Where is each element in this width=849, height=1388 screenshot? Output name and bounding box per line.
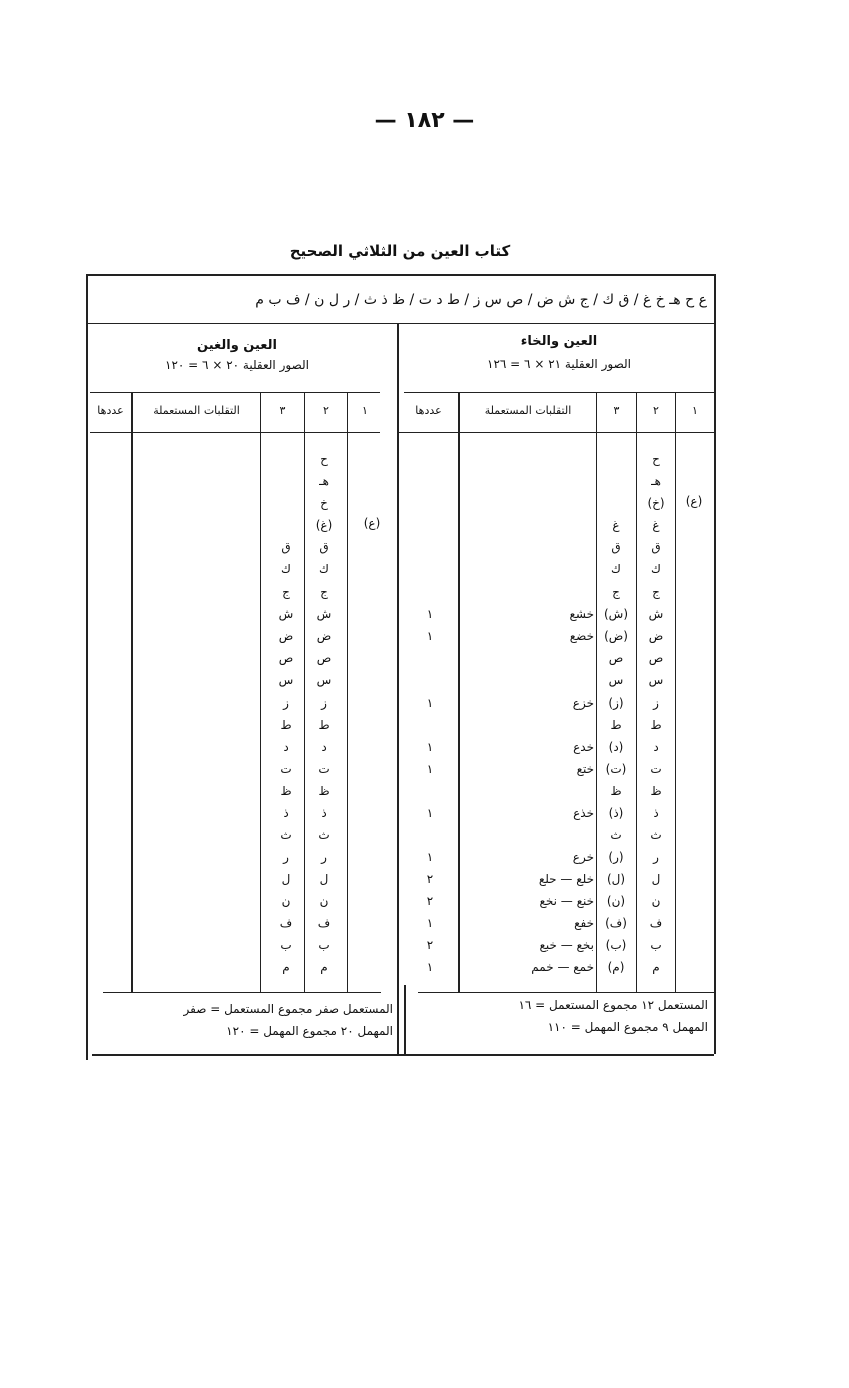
right-col2-letter: د (653, 740, 659, 754)
right-col2-letter: ر (653, 850, 659, 864)
left-col3-letter: ت (280, 762, 292, 776)
left-col2-letter: ش (316, 607, 332, 621)
left-col3-letter: ب (280, 938, 292, 952)
right-used-permutation: خلع — حلع (538, 872, 594, 886)
right-col2-letter: ق (651, 540, 661, 554)
right-header-used: التقلبات المستعملة (484, 404, 572, 417)
left-col2-letter: س (316, 673, 332, 687)
right-col3-letter: ث (610, 828, 622, 842)
right-count: ١ (426, 740, 434, 754)
right-col3-letter: (ب) (605, 938, 627, 952)
right-count: ١ (426, 607, 434, 621)
left-footer-used: المستعمل صفر مجموع المستعمل = صفر (183, 1002, 393, 1016)
right-col3-letter: س (608, 673, 624, 687)
left-header-col1: ١ (362, 404, 368, 417)
right-col2-letter: ب (650, 938, 662, 952)
letters-row: ع ح هـ خ غ / ق ك / ج ش ض / ص س ز / ط د ت / ظ ذ ث / ر ل ن / ف ب م (255, 292, 707, 308)
right-used-permutation: خذع (573, 806, 594, 820)
right-header-count: عددها (415, 404, 442, 417)
left-col2-letter: ك (319, 562, 329, 576)
right-used-permutation: خشع (569, 607, 594, 621)
right-col2-letter: ظ (650, 784, 662, 798)
right-col3-letter: ص (608, 651, 624, 665)
left-col3-letter: ل (281, 872, 291, 886)
right-count: ٢ (426, 938, 434, 952)
left-col3-letter: ق (281, 540, 291, 554)
right-used-permutation: خنع — نخع (539, 894, 594, 908)
left-col3-letter: ج (282, 585, 290, 599)
right-count: ١ (426, 960, 434, 974)
right-col2-letter: ن (651, 894, 661, 908)
left-col3-letter: ف (279, 916, 293, 930)
right-col3-letter: (ل) (606, 872, 626, 886)
left-col3-letter: س (278, 673, 294, 687)
left-col3-letter: ن (281, 894, 291, 908)
right-col2-letter: ح (652, 452, 660, 466)
left-col2-letter: ظ (318, 784, 330, 798)
left-col2-letter: ض (316, 629, 332, 643)
right-col2-letter: ذ (653, 806, 659, 820)
left-col3-letter: د (283, 740, 289, 754)
right-col3-letter: (ر) (608, 850, 624, 864)
right-count: ١ (426, 629, 434, 643)
right-col2-letter: (خ) (647, 496, 665, 510)
left-col2-letter: (غ) (315, 518, 333, 532)
right-header-col2: ٢ (653, 404, 659, 417)
right-used-permutation: خدع (573, 740, 594, 754)
left-col3-letter: ذ (283, 806, 289, 820)
left-header-count: عددها (97, 404, 124, 417)
left-col2-letter: ل (319, 872, 329, 886)
right-col1-marker: (ع) (685, 494, 703, 508)
left-col3-letter: ط (280, 718, 292, 732)
left-col2-letter: ق (319, 540, 329, 554)
right-footer-used: المستعمل ١٢ مجموع المستعمل = ١٦ (518, 998, 708, 1012)
left-col2-letter: ذ (321, 806, 327, 820)
right-col2-letter: ض (648, 629, 664, 643)
left-col3-letter: ص (278, 651, 294, 665)
right-used-permutation: خرع (572, 850, 594, 864)
right-col3-letter: ظ (610, 784, 622, 798)
right-col2-letter: ل (651, 872, 661, 886)
left-col3-letter: ك (281, 562, 291, 576)
right-count: ١ (426, 696, 434, 710)
right-col2-letter: س (648, 673, 664, 687)
left-col2-letter: ر (321, 850, 327, 864)
right-count: ١ (426, 762, 434, 776)
right-used-permutation: ختع (576, 762, 594, 776)
right-col2-letter: ص (648, 651, 664, 665)
left-col2-letter: ح (320, 452, 328, 466)
right-used-permutation: خزع (572, 696, 594, 710)
left-col2-letter: ط (318, 718, 330, 732)
left-col2-letter: ن (319, 894, 329, 908)
left-col3-letter: ز (283, 696, 289, 710)
left-col3-letter: ظ (280, 784, 292, 798)
left-col3-letter: ث (280, 828, 292, 842)
left-col2-letter: م (320, 960, 328, 974)
right-col3-letter: غ (612, 518, 620, 532)
right-col3-letter: (ف) (605, 916, 627, 930)
left-col2-letter: ب (318, 938, 330, 952)
right-col2-letter: ش (648, 607, 664, 621)
page-number: — ١٨٢ — (374, 108, 475, 133)
right-col2-letter: م (652, 960, 660, 974)
right-count: ٢ (426, 894, 434, 908)
right-col2-letter: ج (652, 585, 660, 599)
right-col3-letter: ج (612, 585, 620, 599)
left-col1-marker: (ع) (363, 516, 381, 530)
right-col3-letter: ك (611, 562, 621, 576)
right-used-permutation: خفع (574, 916, 594, 930)
right-col3-letter: (ت) (605, 762, 627, 776)
right-col2-letter: ف (649, 916, 663, 930)
right-section-subtitle: الصور العقلية ٢١ × ٦ = ١٢٦ (487, 357, 631, 371)
right-used-permutation: بخع — خبع (539, 938, 594, 952)
right-header-col3: ٣ (613, 404, 620, 417)
left-col2-letter: ج (320, 585, 328, 599)
right-col2-letter: هـ (651, 474, 661, 488)
left-section-title: العين والغين (197, 338, 277, 353)
right-col3-letter: ط (610, 718, 622, 732)
left-col2-letter: هـ (319, 474, 329, 488)
table-title: كتاب العين من الثلاثي الصحيح (289, 242, 511, 260)
right-col2-letter: ث (650, 828, 662, 842)
left-col3-letter: م (282, 960, 290, 974)
left-section-subtitle: الصور العقلية ٢٠ × ٦ = ١٢٠ (165, 358, 309, 372)
left-col2-letter: ص (316, 651, 332, 665)
left-col3-letter: ر (283, 850, 289, 864)
right-footer-unused: المهمل ٩ مجموع المهمل = ١١٠ (547, 1020, 708, 1034)
right-count: ١ (426, 916, 434, 930)
left-col3-letter: ش (278, 607, 294, 621)
left-header-col3: ٣ (279, 404, 286, 417)
right-col3-letter: (ض) (604, 629, 628, 643)
right-col2-letter: ط (650, 718, 662, 732)
right-count: ١ (426, 806, 434, 820)
right-col3-letter: (ش) (603, 607, 628, 621)
left-col2-letter: ز (321, 696, 327, 710)
left-col2-letter: ت (318, 762, 330, 776)
right-col3-letter: (ز) (608, 696, 624, 710)
right-col3-letter: (د) (608, 740, 624, 754)
right-used-permutation: خضع (569, 629, 594, 643)
right-col3-letter: (ن) (606, 894, 626, 908)
right-section-title: العين والخاء (520, 334, 598, 349)
right-count: ٢ (426, 872, 434, 886)
right-used-permutation: خمع — خمم (531, 960, 594, 974)
right-col3-letter: ق (611, 540, 621, 554)
right-col2-letter: ت (650, 762, 662, 776)
right-count: ١ (426, 850, 434, 864)
left-col2-letter: ف (317, 916, 331, 930)
right-col3-letter: (ذ) (608, 806, 624, 820)
left-header-col2: ٢ (323, 404, 329, 417)
left-header-used: التقلبات المستعملة (153, 404, 240, 417)
left-col2-letter: ث (318, 828, 330, 842)
left-col3-letter: ض (278, 629, 294, 643)
right-col2-letter: ز (653, 696, 659, 710)
left-col2-letter: خ (320, 496, 328, 510)
right-col2-letter: غ (652, 518, 660, 532)
left-footer-unused: المهمل ٢٠ مجموع المهمل = ١٢٠ (226, 1024, 393, 1038)
left-col2-letter: د (321, 740, 327, 754)
right-col2-letter: ك (651, 562, 661, 576)
right-header-col1: ١ (692, 404, 698, 417)
right-col3-letter: (م) (607, 960, 625, 974)
